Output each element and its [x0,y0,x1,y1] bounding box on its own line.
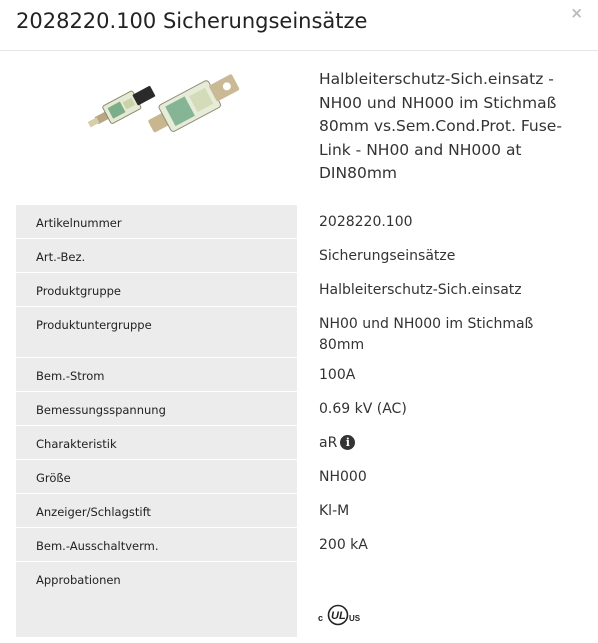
spec-row [16,392,598,426]
spec-value-text: 0.69 kV (AC) [319,401,407,417]
spec-label [16,562,297,638]
fuse-link-image [80,70,240,142]
product-description: Halbleiterschutz-Sich.einsatz - NH00 und NH000 im Stichmaß 80mm vs.Sem.Cond.Prot. Fuse-Link - NH00 and NH000 at DIN80mm [319,70,562,182]
spec-value-text: aR [319,435,338,451]
cul-us-approval-mark-icon [318,604,366,626]
spec-label-text: Artikelnummer [36,216,122,230]
spec-label-text: Bemessungsspannung [36,403,166,417]
spec-row [16,494,598,528]
spec-row [16,528,598,562]
spec-table [16,205,598,638]
spec-row [16,426,598,460]
info-icon[interactable]: i [340,435,355,450]
spec-value [297,494,598,528]
spec-label-text: Bem.-Strom [36,369,105,383]
spec-value-text: Halbleiterschutz-Sich.einsatz [319,282,522,298]
spec-label-text: Größe [36,471,71,485]
spec-row [16,307,598,358]
spec-label [16,239,297,273]
modal-header [0,0,598,51]
spec-value-text: NH00 und NH000 im Stichmaß 80mm [319,316,534,353]
spec-label [16,494,297,528]
spec-value [297,307,598,358]
spec-label [16,426,297,460]
spec-label [16,273,297,307]
spec-value [297,460,598,494]
spec-label-text: Approbationen [36,573,121,587]
mark-us-text: US [349,614,361,623]
spec-row [16,460,598,494]
close-icon[interactable]: × [570,4,583,22]
spec-label-text: Anzeiger/Schlagstift [36,505,151,519]
mark-ul-text: UL [331,610,346,622]
spec-value [297,205,598,239]
spec-value [297,273,598,307]
spec-value [297,392,598,426]
spec-value-text: NH000 [319,469,367,485]
spec-label-text: Charakteristik [36,437,117,451]
spec-row [16,358,598,392]
spec-label-text: Produktuntergruppe [36,318,152,332]
spec-label-text: Art.-Bez. [36,250,86,264]
spec-row [16,562,598,638]
spec-label-text: Bem.-Ausschaltverm. [36,539,159,553]
spec-value [297,562,598,638]
spec-value-text: Sicherungseinsätze [319,248,456,264]
mark-c-text: c [318,613,324,623]
spec-value-text: 100A [319,367,356,383]
spec-label [16,205,297,239]
spec-value-text: 2028220.100 [319,214,413,230]
spec-row [16,205,598,239]
spec-label-text: Produktgruppe [36,284,121,298]
spec-row [16,239,598,273]
spec-value [297,358,598,392]
spec-label [16,460,297,494]
spec-row [16,273,598,307]
spec-value-text: 200 kA [319,537,368,553]
spec-label [16,307,297,358]
spec-label [16,392,297,426]
spec-value [297,426,598,460]
spec-value [297,239,598,273]
spec-label [16,358,297,392]
spec-value [297,528,598,562]
modal-title: 2028220.100 Sicherungseinsätze [16,9,368,33]
spec-label [16,528,297,562]
spec-value-text: Kl-M [319,503,350,519]
